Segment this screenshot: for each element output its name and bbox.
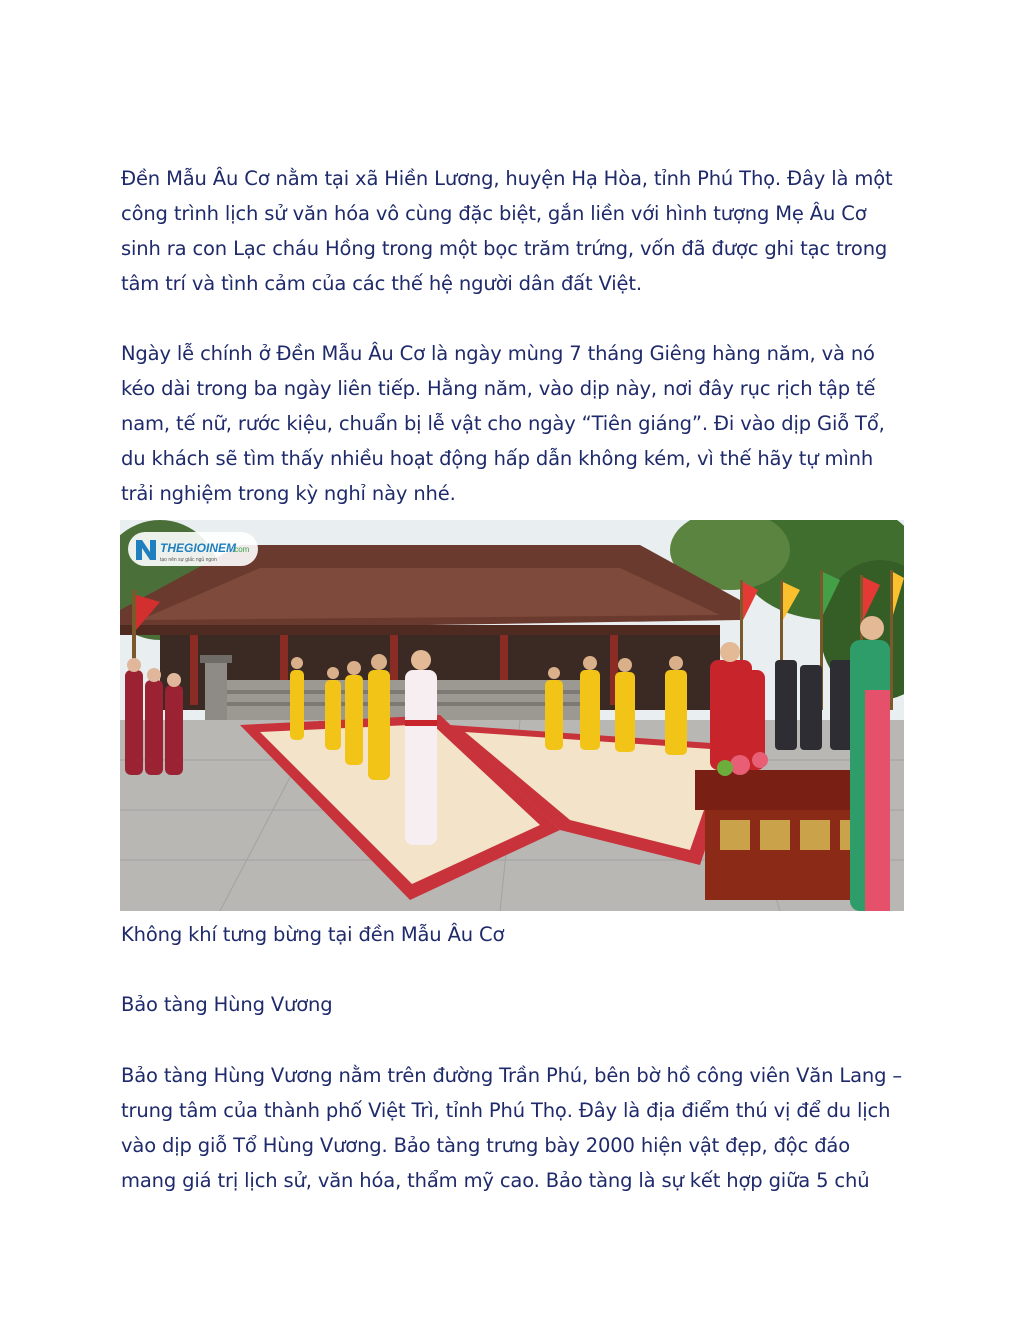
photo-caption: Không khí tưng bừng tại đền Mẫu Âu Cơ <box>121 923 505 946</box>
section-heading: Bảo tàng Hùng Vương <box>121 993 333 1016</box>
watermark-suffix: .com <box>232 545 250 554</box>
festival-paragraph: Ngày lễ chính ở Đền Mẫu Âu Cơ là ngày mùng 7 tháng Giêng hàng năm, và nó kéo dài trong ba ngày liên tiếp. Hằng năm, vào dịp này, nơi đây rục rịch tập tế nam, tế nữ, rước kiệu, chuẩn bị lễ vật cho ngày “Tiên giáng”. Đi vào dịp Giỗ Tổ, du khách sẽ tìm thấy nhiều hoạt động hấp dẫn không kém, vì thế hãy tự mình trải nghiệm trong kỳ nghỉ này nhé. <box>121 342 885 505</box>
watermark-text: THEGIOINEM <box>160 541 237 555</box>
museum-paragraph: Bảo tàng Hùng Vương nằm trên đường Trần Phú, bên bờ hồ công viên Văn Lang – trung tâm của thành phố Việt Trì, tỉnh Phú Thọ. Đây là địa điểm thú vị để du lịch vào dịp giỗ Tổ Hùng Vương. Bảo tàng trưng bày 2000 hiện vật đẹp, độc đáo mang giá trị lịch sử, văn hóa, thẩm mỹ cao. Bảo tàng là sự kết hợp giữa 5 chủ <box>121 1064 902 1192</box>
intro-paragraph: Đền Mẫu Âu Cơ nằm tại xã Hiền Lương, huyện Hạ Hòa, tỉnh Phú Thọ. Đây là một công trình lịch sử văn hóa vô cùng đặc biệt, gắn liền với hình tượng Mẹ Âu Cơ sinh ra con Lạc cháu Hồng trong một bọc trăm trứng, vốn đã được ghi tạc trong tâm trí và tình cảm của các thế hệ người dân đất Việt. <box>121 167 893 295</box>
temple-festival-photo <box>120 520 904 911</box>
watermark-tagline: tạo nên sự giấc ngủ ngon <box>160 557 217 563</box>
